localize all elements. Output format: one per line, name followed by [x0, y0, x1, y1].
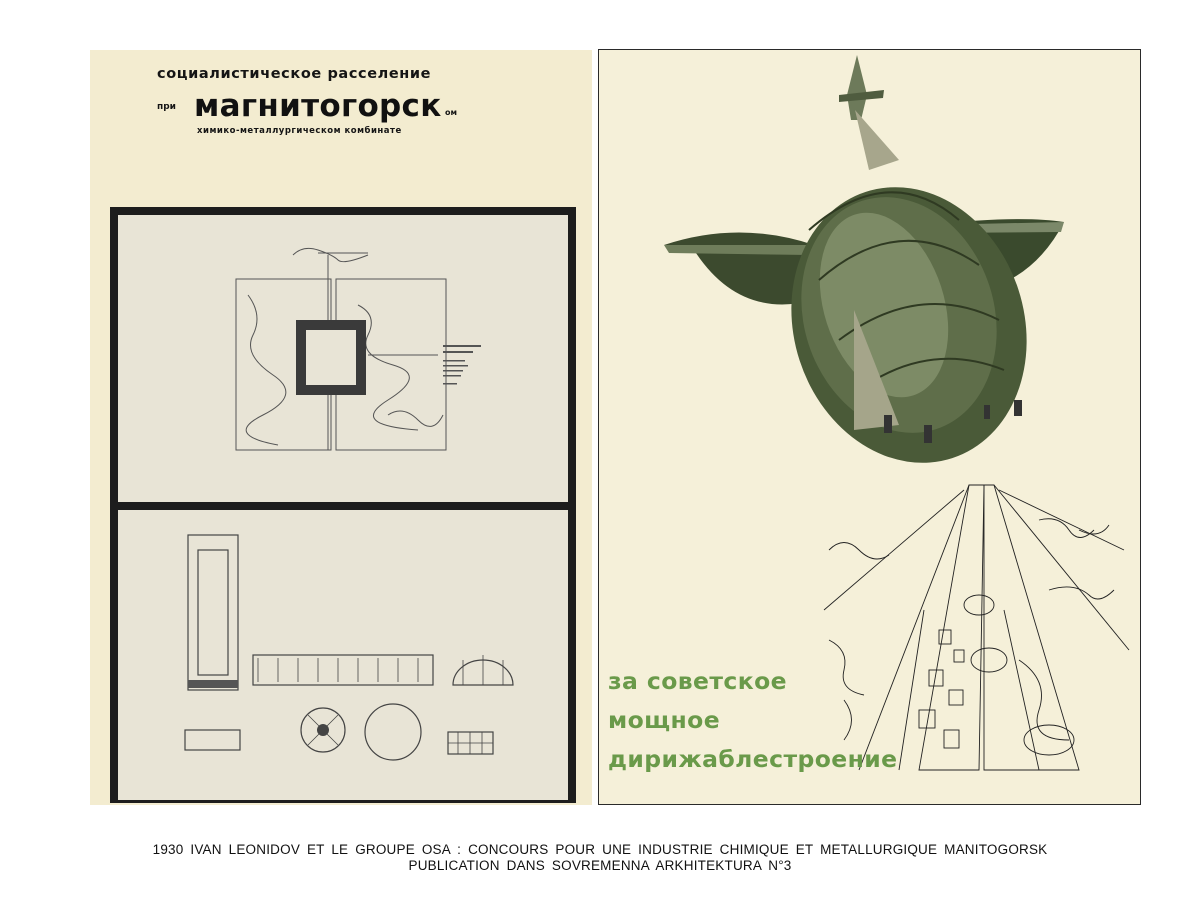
site-plan-panel — [118, 215, 568, 502]
slogan-line-2: мощное — [608, 706, 721, 734]
left-magazine-page — [90, 50, 592, 805]
site-plan-drawing — [118, 215, 568, 502]
left-page-city-suffix: ом — [445, 108, 458, 117]
drawing-board — [110, 207, 576, 803]
left-page-city-title: магнитогорск — [194, 88, 442, 124]
left-page-prefix: при — [157, 102, 176, 112]
caption — [0, 842, 1200, 874]
slogan-line-1: за советское — [608, 667, 787, 695]
building-drawings-panel — [118, 510, 568, 800]
building-drawings — [118, 510, 568, 800]
slogan-line-3: дирижаблестроение — [608, 745, 898, 773]
caption-line-2: PUBLICATION DANS SOVREMENNA ARKHITEKTURA N°3 — [408, 858, 792, 873]
right-magazine-page — [598, 49, 1141, 805]
left-page-title-line1: социалистическое расселение — [157, 66, 432, 82]
caption-line-1: 1930 IVAN LEONIDOV ET LE GROUPE OSA : CONCOURS POUR UNE INDUSTRIE CHIMIQUE ET METALLURGIQUE MANITOGORSK — [152, 842, 1048, 857]
left-page-subtitle: химико-металлургическом комбинате — [197, 126, 402, 136]
